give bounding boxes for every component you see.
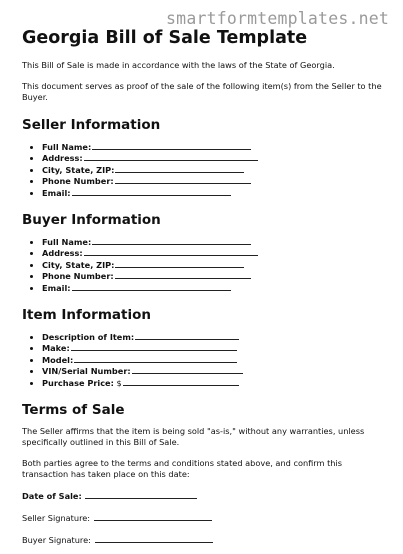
buyer-city-state-zip-field: • City, State, ZIP: [42,259,384,270]
terms-heading: Terms of Sale [22,402,125,419]
price-prefix: $ [116,377,122,388]
seller-email-field: • Email: [42,187,384,198]
seller-signature-blank[interactable] [94,512,212,521]
seller-signature-line: Seller Signature: [22,512,384,524]
item-make-blank[interactable] [71,342,237,351]
buyer-fields [22,236,384,293]
seller-phone-blank[interactable] [115,175,251,184]
seller-heading: Seller Information [22,117,161,133]
intro-paragraph-1: This Bill of Sale is made in accordance with the laws of the State of Georgia. [22,60,335,70]
document-title: Georgia Bill of Sale Template [22,28,308,48]
buyer-phone-blank[interactable] [115,270,251,279]
buyer-signature-line: Buyer Signature: [22,534,384,546]
terms-paragraph-2: Both parties agree to the terms and conditions stated above, and confirm this transaction has taken place on this date: [22,458,343,480]
buyer-email-field: • Email: [42,282,384,293]
buyer-signature-blank[interactable] [95,534,213,543]
item-vin-blank[interactable] [132,365,243,374]
item-model-blank[interactable] [74,354,237,363]
terms-paragraph-1: The Seller affirms that the item is being sold "as-is," without any warranties, unless specifically outlined in this Bill of Sale. [22,426,365,448]
buyer-full-name-field: • Full Name: [42,236,384,247]
item-vin-field: • VIN/Serial Number: [42,365,384,376]
item-description-blank[interactable] [135,331,239,340]
item-description-field: • Description of Item: [42,331,384,342]
buyer-phone-field: • Phone Number: [42,270,384,281]
buyer-address-field: • Address: [42,247,384,258]
buyer-address-blank[interactable] [84,247,258,256]
item-price-blank[interactable] [123,377,239,386]
buyer-city-state-zip-blank[interactable] [115,259,244,268]
date-of-sale-line: Date of Sale: [22,490,384,502]
buyer-email-blank[interactable] [72,282,231,291]
item-model-field: • Model: [42,354,384,365]
item-fields [22,331,384,388]
document [22,28,384,554]
seller-address-field: • Address: [42,152,384,163]
seller-email-blank[interactable] [72,187,231,196]
seller-city-state-zip-blank[interactable] [115,164,244,173]
seller-address-blank[interactable] [84,152,258,161]
intro-paragraph-2: This document serves as proof of the sale of the following item(s) from the Seller to the Buyer. [22,81,382,102]
buyer-full-name-blank[interactable] [92,236,251,245]
seller-full-name-field: • Full Name: [42,141,384,152]
date-of-sale-blank[interactable] [85,490,197,499]
seller-fields [22,141,384,198]
watermark: smartformtemplates.net [166,9,389,28]
item-make-field: • Make: [42,342,384,353]
seller-full-name-blank[interactable] [92,141,251,150]
seller-phone-field: • Phone Number: [42,175,384,186]
item-price-field: • Purchase Price: $ [42,377,384,388]
item-heading: Item Information [22,307,151,324]
seller-city-state-zip-field: • City, State, ZIP: [42,164,384,175]
buyer-heading: Buyer Information [22,212,161,229]
